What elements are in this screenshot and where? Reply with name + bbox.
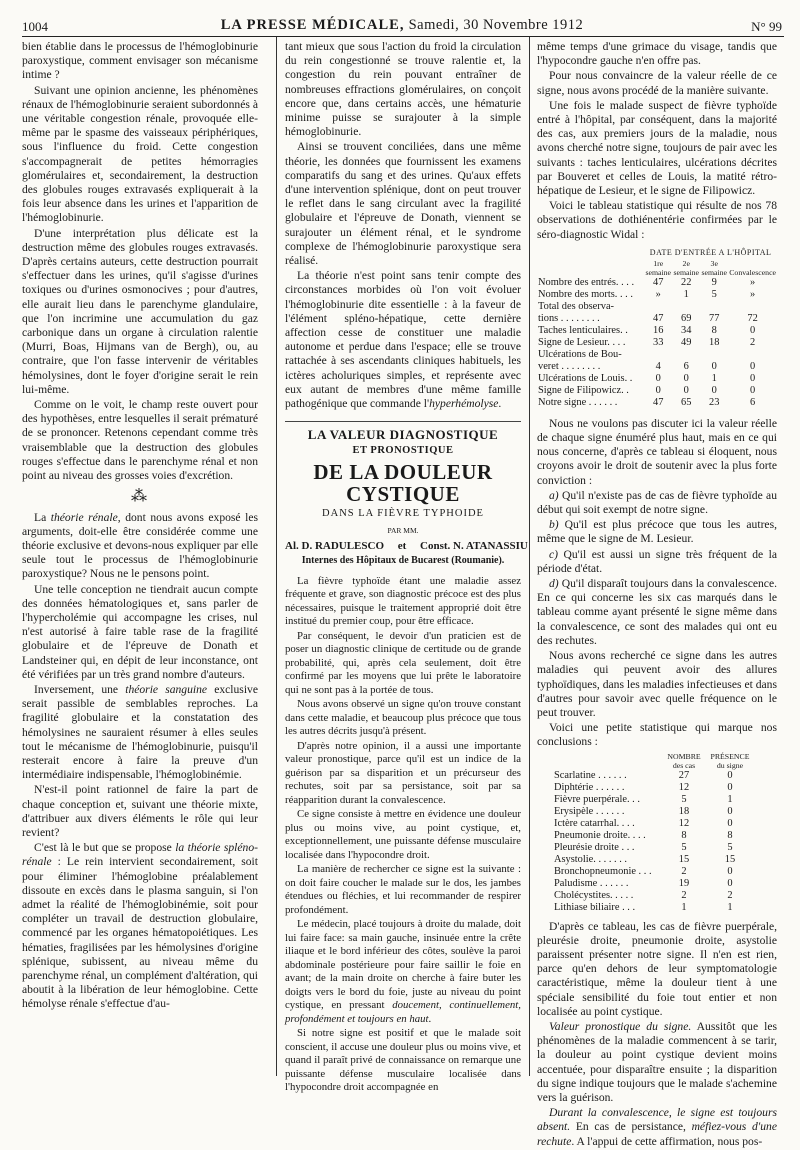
paragraph: Valeur pronostique du signe. Aussitôt que les phénomènes de la maladie commencent à se tarir, la douleur au point cystique devient moins accentuée, pour disparaître ensuite ; la disparition du signe indique toujours que le malade s'achemine vers la guérison. <box>537 1019 777 1104</box>
table-cell: 23 <box>709 396 720 408</box>
table-cell: 5 <box>727 841 733 853</box>
table-cell: 0 <box>655 384 661 396</box>
table-cell: 69 <box>681 312 692 324</box>
table-row <box>537 277 777 289</box>
table-row <box>553 782 753 794</box>
table-cell: 47 <box>653 276 664 288</box>
table-cell: 18 <box>678 805 690 817</box>
table-row <box>537 349 777 361</box>
table-cell <box>672 349 700 361</box>
table-row <box>537 325 777 337</box>
column-2 <box>285 40 528 1096</box>
paragraph: La fièvre typhoïde étant une maladie assez fréquente et grave, son diagnostic précoce est des plus nécessaires, puisque le traitement approprié doit être institué du premier coup, pour être efficace. <box>285 574 521 627</box>
paragraph: Nous avons observé un signe qu'on trouve constant dans cette maladie, et beaucoup plus précoce que tous les autres décrits jusqu'à présent. <box>285 698 521 737</box>
table-column-header: Convalescence <box>729 267 776 277</box>
table-cell: 2 <box>750 336 756 348</box>
table-cell: 9 <box>711 276 717 288</box>
table-cell: 0 <box>683 384 689 396</box>
paragraph: b) Qu'il est plus précoce que tous les autres, même que le signe de M. Lesieur. <box>537 518 777 546</box>
table-cell: » <box>750 288 756 300</box>
paragraph: Si notre signe est positif et que le malade soit conscient, il accuse une douleur plus ou moins vive, et quand il paraît privé de connaissance on remarque une puissante défense musculaire localisée dans l'hypocondre droit accompagnée en <box>285 1027 521 1093</box>
paragraph: D'une interprétation plus délicate est la destruction même des globules rouges extravasés. D'après certains auteurs, cette destruction pourrait s'effectuer dans les urines, qu'il s'agisse d'urines toxiques ou d'urines osmonocives ; pour d'autres, elle aurait lieu dans le parenchyme glandulaire, que l'on incrimine une accumulation du gaz carbonique dans un organe à circulation ralentie (Murri, Boas, Hijmans van de Bergh), ou, au contraire, que l'on fasse intervenir de véritables hémolysines, dont le foyer d'origine serait le rein lui-même. <box>22 226 258 396</box>
table-row <box>537 373 777 385</box>
row-label: Cholécystites. . . . . <box>554 889 634 901</box>
article-heading <box>285 421 528 568</box>
table-cell: 0 <box>683 372 689 384</box>
column-rule-1 <box>276 37 277 1076</box>
article-authors: Al. D. RADULESCO et Const. N. ATANASSIU <box>285 540 528 553</box>
table-cell <box>644 349 672 361</box>
paragraph: Par conséquent, le devoir d'un praticien est de poser un diagnostic clinique de certitude ou de grande probabilité, qui, après cela seulement, doit être confirmé par les moyens que lui prête le laboratoire qui ne sont pas à la portée de tous. <box>285 629 521 696</box>
running-header <box>22 13 782 35</box>
paragraph: Le médecin, placé toujours à droite du malade, doit lui faire face: sa main gauche, insinuée entre la crête iliaque et le bord inférieur des côtes, soulève la paroi abdominale postérieure pour faire saillir le foie en avant; de la main droite on cherche à faire buter les doigts vers le bord du foie, juste au niveau du point cystique, en pressant doucement, continuellement, profondément et toujours en haut. <box>285 918 521 1025</box>
paragraph: D'après notre opinion, il a aussi une importante valeur pronostique, parce qu'il est un indice de la guérison par sa disparition et un précurseur des rechutes, soit par sa persistance, soit par sa réapparition durant la convalescence. <box>285 739 521 806</box>
table-column-header: 2e semaine <box>673 258 699 277</box>
row-label: Total des observa- <box>538 300 615 312</box>
table-cell: 1 <box>681 901 687 913</box>
paragraph: bien établie dans le processus de l'hémoglobinurie paroxystique, comment envisager son mécanisme intime ? <box>22 40 258 82</box>
table-column-header: 3e semaine <box>701 258 727 277</box>
table-cell: 4 <box>655 360 661 372</box>
table-row <box>553 830 753 842</box>
table-cell: 8 <box>727 829 733 841</box>
table-cell: 33 <box>653 336 664 348</box>
paragraph: c) Qu'il est aussi un signe très fréquent de la période d'état. <box>537 547 777 575</box>
journal-name: LA PRESSE MÉDICALE, <box>220 17 405 33</box>
row-label: Ulcérations de Louis. . <box>538 372 633 384</box>
table-column-header: NOMBRE des cas <box>667 751 701 770</box>
table-row <box>537 385 777 397</box>
table-cell <box>728 301 777 313</box>
table-cell: 0 <box>750 372 756 384</box>
column-1 <box>22 40 258 1013</box>
table-cell <box>700 301 728 313</box>
table-caption: DATE D'ENTRÉE A L'HÔPITAL <box>649 247 772 257</box>
table-row <box>553 866 753 878</box>
row-label: tions . . . . . . . . <box>538 312 600 324</box>
journal-title <box>22 17 782 34</box>
paragraph: La théorie rénale, dont nous avons exposé les arguments, doit-elle être considérée comme une théorie exclusive et devons-nous expliquer par elle seule tout le processus de l'hémoglobinurie paroxystique? Nous ne le pensons point. <box>22 510 258 581</box>
row-label: Lithiase biliaire . . . <box>554 901 636 913</box>
table-row <box>537 337 777 349</box>
article-par: PAR MM. <box>387 525 419 535</box>
statistics-table-1 <box>537 248 777 409</box>
table-row <box>553 794 753 806</box>
table-row <box>537 313 777 325</box>
paragraph: N'est-il point rationnel de faire la part de chaque conception et, suivant une théorie mixte, d'attribuer aux divers éléments le rôle qui leur revient? <box>22 783 258 839</box>
table-cell: 19 <box>678 877 690 889</box>
table-cell: 34 <box>681 324 692 336</box>
paragraph: Inversement, une théorie sanguine exclusive serait passible de semblables reproches. La fragilité globulaire et la constatation des hémolysines ne sauraient résumer à elles seules tout le mécanisme de l'hémoglobinurie, puisqu'il resterait encore à faire la preuve d'un intermédiaire indispensable, l'hémoglobinémie. <box>22 682 258 782</box>
paragraph: Ainsi se trouvent conciliées, dans une même théorie, les données que fournissent les examens comparatifs du sang et des urines. Qu'aux effets d'une intervention splénique, dont on peut trouver le reflet dans le sang circulant avec la fragilité globulaire et l'épreuve de Donath, viennent se surajouter un élément rénal, et le syndrome complexe de l'hémoglobinurie paroxystique sera réalisé. <box>285 140 521 268</box>
row-label: Pneumonie droite. . . . <box>554 829 646 841</box>
table-cell: 8 <box>711 324 717 336</box>
table-cell: 16 <box>653 324 664 336</box>
table-cell: 77 <box>709 312 720 324</box>
article-subtitle: DANS LA FIÈVRE TYPHOIDE <box>322 507 484 519</box>
paragraph: Voici une petite statistique qui marque nos conclusions : <box>537 721 777 749</box>
issue-number: N° 99 <box>751 19 782 34</box>
paragraph: Nous ne voulons pas discuter ici la valeur réelle de chaque signe énuméré plus haut, mais en ce qui nous concerne, d'après ce tableau si éloquent, nous croyons avoir le droit de soutenir avec la plus forte conviction : <box>537 416 777 487</box>
paragraph: a) Qu'il n'existe pas de cas de fièvre typhoïde au début qui soit exempt de notre signe. <box>537 488 777 517</box>
table-cell: 18 <box>709 336 720 348</box>
article-kicker-2: ET PRONOSTIQUE <box>352 445 454 457</box>
table-cell: » <box>750 276 756 288</box>
table-cell: 47 <box>653 396 664 408</box>
article-institution: Internes des Hôpitaux de Bucarest (Roumanie). <box>301 555 505 567</box>
row-label: Nombre des entrés. . . . <box>538 276 635 288</box>
table-cell: 27 <box>678 769 690 781</box>
table-cell: 0 <box>727 781 733 793</box>
paragraph: Pour nous convaincre de la valeur réelle de ce signe, nous avons procédé de la manière suivante. <box>537 69 777 97</box>
table-cell: 12 <box>678 817 690 829</box>
table-cell: 1 <box>727 901 733 913</box>
article-title: DE LA DOULEUR CYSTIQUE <box>313 459 493 506</box>
row-label: Fièvre puerpérale. . . <box>554 793 640 805</box>
table-cell: 2 <box>681 889 687 901</box>
paragraph: C'est là le but que se propose la théorie spléno-rénale : Le rein intervient secondairement, soit pour éliminer l'hémoglobine préalablement dissoute en excès dans le plasma sanguin, si l'on admet la réalité de l'hémoglobinémie, soit pour compléter un travail de destruction globulaire, commencé par les organes hématopoiétiques. Les hématies, fragilisées par les hémolysines d'origine splénique, subissent, au niveau même du parenchyme rénal, un complément d'altération, qui aboutit à la libération de leur hémoglobine. Cette hémolyse rénale s'effectue d'au- <box>22 841 258 1011</box>
section-asterism: ⁂ <box>131 488 149 506</box>
statistics-table-2 <box>553 752 753 914</box>
paragraph: Suivant une opinion ancienne, les phénomènes rénaux de l'hémoglobinurie seraient subordonnés à une véritable congestion rénale, provoquée elle-même par le spasme des vaisseaux périphériques, sous l'influence du froid. Cette congestion s'accompagnerait de petites hémorragies glomérulaires et, secondairement, la destruction des globules rouges extravasés expliquerait à la fois leur absence dans les urines et l'apparition de l'hémoglobinurie. <box>22 83 258 225</box>
table-cell: 12 <box>678 781 690 793</box>
table-row <box>553 854 753 866</box>
row-label: Scarlatine . . . . . . <box>554 769 627 781</box>
row-label: Pleurésie droite . . . <box>554 841 635 853</box>
table-row <box>537 397 777 409</box>
table-cell: 0 <box>727 769 733 781</box>
row-label: Diphtérie . . . . . . <box>554 781 625 793</box>
issue-date: Samedi, 30 Novembre 1912 <box>408 17 584 33</box>
table-cell: 2 <box>727 889 733 901</box>
table-row <box>537 301 777 313</box>
table-cell: 2 <box>681 865 687 877</box>
column-3 <box>537 40 777 1150</box>
table-cell <box>672 301 700 313</box>
column-rule-2 <box>529 37 530 1076</box>
paragraph: La manière de rechercher ce signe est la suivante : on doit faire coucher le malade sur le dos, les jambes étendues ou fléchies, et lui recommander de respirer profondément. <box>285 863 521 916</box>
table-cell: 0 <box>750 384 756 396</box>
article-kicker: LA VALEUR DIAGNOSTIQUE <box>307 427 499 443</box>
table-cell: 1 <box>711 372 717 384</box>
table-cell: » <box>655 288 661 300</box>
table-cell: 1 <box>727 793 733 805</box>
paragraph: tant mieux que sous l'action du froid la circulation du rein congestionné se trouve ralentie et, la congestion du rein pouvant entraîner de nombreuses effractions glomérulaires, on conçoit encore que, dans certains accès, une hématurie minime puisse se surajouter à la simple hémoglobinurie. <box>285 40 521 139</box>
table-cell: 15 <box>724 853 736 865</box>
row-label: Nombre des morts. . . . <box>538 288 633 300</box>
table-cell <box>728 349 777 361</box>
table-cell: 22 <box>681 276 692 288</box>
page-number: 1004 <box>22 19 48 34</box>
table-cell: 0 <box>750 360 756 372</box>
row-label: veret . . . . . . . . <box>538 360 601 372</box>
table-cell: 49 <box>681 336 692 348</box>
table-row <box>553 818 753 830</box>
row-label: Signe de Lesieur. . . . <box>538 336 626 348</box>
paragraph: La théorie n'est point sans tenir compte des circonstances morbides où l'on voit évoluer l'hémoglobinurie dite essentielle : à la faveur de l'élément spléno-hépatique, cette dernière affection cesse de constituer une maladie autonome et perdue dans l'espace; elle se trouve rattachée à ses ascendants cliniques habituels, les ictères acholuriques simples, et représente avec eux autant de membres d'une même famille pathogénique que commande l'hyperhémolyse. <box>285 269 521 411</box>
paragraph: Une fois le malade suspect de fièvre typhoïde entré à l'hôpital, par conséquent, dans la majorité des cas, aux premiers jours de la maladie, nous avons cherché notre signe, toujours de pair avec les suivants : taches lenticulaires, ulcérations décrites par Bouveret et celles de Louis, la matité rétro-hépatique de Lesieur, et le signe de Filipowicz. <box>537 98 777 198</box>
table-cell: 0 <box>655 372 661 384</box>
table-cell: 0 <box>727 805 733 817</box>
table-cell: 0 <box>750 324 756 336</box>
table-row <box>553 770 753 782</box>
table-cell: 47 <box>653 312 664 324</box>
row-label: Paludisme . . . . . . <box>554 877 629 889</box>
table-cell: 5 <box>681 793 687 805</box>
paragraph: Durant la convalescence, le signe est toujours absent. En cas de persistance, méfiez-vous d'une rechute. A l'appui de cette affirmation, nous pos- <box>537 1106 777 1148</box>
table-cell: 8 <box>681 829 687 841</box>
row-label: Ictère catarrhal. . . . <box>554 817 635 829</box>
paragraph: même temps d'une grimace du visage, tandis que l'hypocondre gauche n'en offre pas. <box>537 40 777 68</box>
table-cell: 1 <box>683 288 689 300</box>
row-label: Ulcérations de Bou- <box>538 348 622 360</box>
table-row <box>553 842 753 854</box>
table-cell: 72 <box>747 312 758 324</box>
paragraph: d) Qu'il disparaît toujours dans la convalescence. En ce qui concerne les six cas marqués dans le tableau comme ayant présenté le signe même dans la convalescence, ce sont des malades qui ont eu des rechutes. <box>537 577 777 647</box>
table-cell: 6 <box>750 396 756 408</box>
table-cell: 5 <box>681 841 687 853</box>
paragraph: Comme on le voit, le champ reste ouvert pour des hypothèses, entre lesquelles il serait prématuré de se prononcer. Retenons cependant comme très vraisemblable que la destruction des globules rouges s'effectue dans le parenchyme rénal et non point au niveau des grosses voies d'excrétion. <box>22 398 258 483</box>
paragraph: Une telle conception ne tiendrait aucun compte des données hématologiques et, sans parler de l'hypercholémie qui accompagne les crises, nul n'est autorisé à faire table rase de la fragilité globulaire et de l'épreuve de Donath et Landsteiner qui, en dépit de leur inconstance, ont été vérifiées par un très grand nombre d'auteurs. <box>22 582 258 681</box>
table-row <box>553 878 753 890</box>
paragraph: Voici le tableau statistique qui résulte de nos 78 observations de dothiénentérie confirmées par le séro-diagnostic Widal : <box>537 199 777 241</box>
table-cell <box>700 349 728 361</box>
table-cell: 5 <box>711 288 717 300</box>
table-cell: 15 <box>678 853 690 865</box>
table-cell <box>644 301 672 313</box>
paragraph: D'après ce tableau, les cas de fièvre puerpérale, pleurésie droite, pneumonie droite, asystolie paraissent présenter notre signe. Il n'en est rien, parce qu'en dehors de leur symptomatologie caractéristique, même la douleur tient à une spéciale sensibilité du foie tout entier et non localisée au point cystique. <box>537 919 777 1018</box>
table-row <box>537 361 777 373</box>
table-row <box>553 890 753 902</box>
row-label: Notre signe . . . . . . <box>538 396 618 408</box>
table-column-header: 1re semaine <box>645 258 671 277</box>
header-rule <box>22 36 784 37</box>
table-cell: 0 <box>711 384 717 396</box>
row-label: Erysipèle . . . . . . <box>554 805 625 817</box>
row-label: Taches lenticulaires. . <box>538 324 628 336</box>
table-cell: 0 <box>711 360 717 372</box>
paragraph: Nous avons recherché ce signe dans les autres maladies qui peuvent avoir des allures typhoïdiques, dans les maladies infectieuses et dans d'autres pour savoir avec quelle fréquence on le peut trouver. <box>537 649 777 719</box>
table-cell: 0 <box>727 817 733 829</box>
row-label: Signe de Filipowicz. . <box>538 384 629 396</box>
table-cell: 6 <box>683 360 689 372</box>
table-row <box>553 902 753 914</box>
table-cell: 0 <box>727 865 733 877</box>
paragraph: Ce signe consiste à mettre en évidence une douleur plus ou moins vive, au point cystique, et, exceptionnellement, une puissante défense musculaire localisée dans l'hypocondre droit. <box>285 808 521 861</box>
table-cell: 0 <box>727 877 733 889</box>
row-label: Bronchopneumonie . . . <box>554 865 652 877</box>
table-cell: 65 <box>681 396 692 408</box>
table-row <box>537 289 777 301</box>
row-label: Asystolie. . . . . . . <box>554 853 628 865</box>
table-column-header: PRÉSENCE du signe <box>710 751 750 770</box>
table-row <box>553 806 753 818</box>
